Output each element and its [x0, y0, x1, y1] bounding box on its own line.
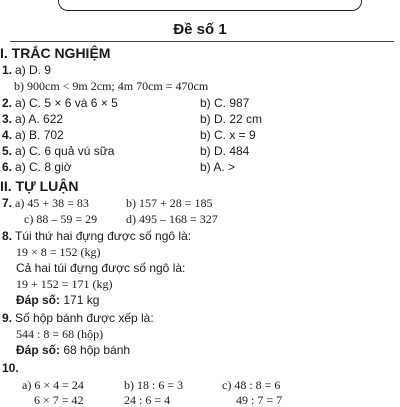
q4-number: 4. [2, 128, 13, 142]
q8-line-1: 8. Túi thứ hai đựng được số ngô là: [2, 229, 192, 243]
page-title: Đề số 1 [173, 21, 227, 38]
q1-answer-a: 1. a) D. 9 [2, 63, 52, 77]
q5-answer-b: b) D. 484 [200, 144, 250, 158]
q6-number: 6. [2, 160, 13, 174]
q9-number: 9. [2, 311, 13, 325]
q8-line-5: Đáp số: 171 kg [16, 293, 100, 307]
q1-number: 1. [2, 63, 13, 77]
q7-number: 7. [2, 196, 13, 210]
q10-number: 10. [2, 361, 19, 375]
q7-answer-b: b) 157 + 28 = 185 [126, 196, 213, 210]
q7-answer-a: 7. a) 45 + 38 = 83 [2, 196, 89, 210]
q10-a-1: a) 6 × 4 = 24 [22, 378, 84, 392]
q10-b-2: 24 : 6 = 4 [124, 393, 171, 407]
q8-line-3: Cả hai túi đựng được số ngô là: [16, 261, 186, 275]
q9-line-2: 544 : 8 = 68 (hộp) [16, 327, 104, 341]
q6-answer-b: b) A. > [200, 160, 236, 174]
q4-answer-b: b) C. x = 9 [200, 128, 256, 142]
q8-line-2: 19 × 8 = 152 (kg) [16, 245, 101, 259]
q5-answer-a: 5. a) C. 6 quả vú sữa [2, 144, 115, 158]
q10-c-2: 49 : 7 = 7 [236, 393, 283, 407]
q8-line-4: 19 + 152 = 171 (kg) [16, 277, 113, 291]
title-divider [10, 41, 394, 42]
q8-number: 8. [2, 229, 13, 243]
q9-line-3: Đáp số: 68 hộp bánh [16, 343, 131, 357]
header-frame [58, 0, 362, 11]
q3-answer-a: 3. a) A. 622 [2, 112, 64, 126]
q9-line-1: 9. Số hộp bánh được xếp là: [2, 311, 154, 325]
q7-answer-c: c) 88 – 59 = 29 [24, 212, 98, 226]
q10-c-1: c) 48 : 8 = 6 [222, 378, 281, 392]
q4-answer-a: 4. a) B. 702 [2, 128, 64, 142]
section-trac-nghiem: I. TRẮC NGHIỆM [0, 45, 111, 61]
q10-b-1: b) 18 : 6 = 3 [124, 378, 184, 392]
q3-number: 3. [2, 112, 13, 126]
q6-answer-a: 6. a) C. 8 giờ [2, 160, 72, 174]
q10-a-2: 6 × 7 = 42 [34, 393, 84, 407]
q2-answer-a: 2. a) C. 5 × 6 và 6 × 5 [2, 96, 118, 110]
q1-answer-b: b) 900cm < 9m 2cm; 4m 70cm = 470cm [14, 79, 209, 93]
q7-answer-d: d) 495 – 168 = 327 [126, 212, 218, 226]
q2-number: 2. [2, 96, 13, 110]
q2-answer-b: b) C. 987 [200, 96, 250, 110]
q3-answer-b: b) D. 22 cm [200, 112, 263, 126]
section-tu-luan: II. TỰ LUẬN [0, 178, 79, 194]
q5-number: 5. [2, 144, 13, 158]
